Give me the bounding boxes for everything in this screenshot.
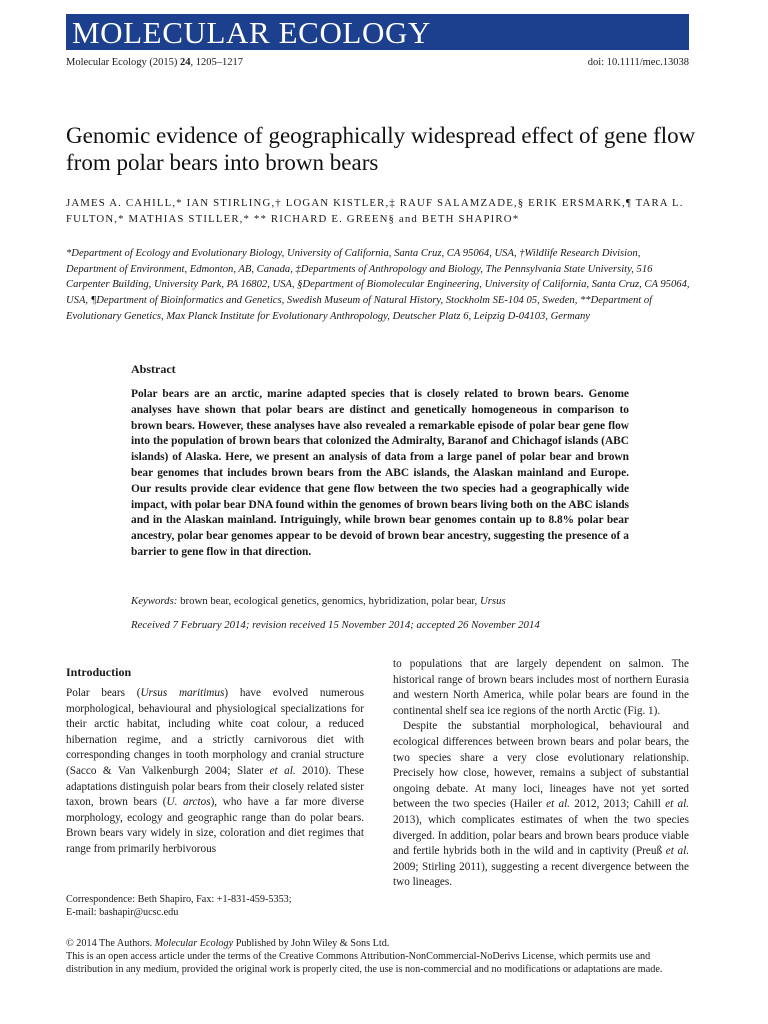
keywords-text: brown bear, ecological genetics, genomics, hybridization, polar bear, [177, 595, 480, 607]
citation-volume: 24 [180, 57, 191, 68]
citation-pages: , 1205–1217 [190, 57, 244, 68]
journal-masthead-title: MOLECULAR ECOLOGY [72, 15, 431, 50]
article-title: Genomic evidence of geographically widespread effect of gene flow from polar bears into brown bears [66, 123, 696, 175]
keywords-last: Ursus [479, 595, 506, 607]
intro-paragraph-2: Despite the substantial morphological, behavioural and ecological differences between brown bears and polar bears, the two species share a very close evolutionary relationship. Precisely how close, however, remains a subject of substantial ongoing debate. At many loci, lineages have not yet sorted between the two species (Hailer et al. 2012, 2013; Cahill et al. 2013), which complicates estimates of when the two species diverged. In addition, polar bears and brown bears produce viable and fertile hybrids both in the wild and in captivity (Preuß et al. 2009; Stirling 2011), suggesting a recent divergence between the two lineages. [393, 720, 689, 889]
intro-paragraph-continued: to populations that are largely dependent on salmon. The historical range of brown bears includes most of northern Eurasia and western North America, while polar bears are found in the continental shelf sea ice regions of the north Arctic (Fig. 1). [393, 658, 689, 717]
intro-left-column [66, 686, 364, 858]
correspondence-line: Correspondence: Beth Shapiro, Fax: +1-831-459-5353; [66, 894, 292, 905]
citation-prefix: Molecular Ecology (2015) [66, 57, 181, 68]
correspondence-note [66, 893, 364, 919]
affiliations: *Department of Ecology and Evolutionary Biology, University of California, Santa Cruz, CA 95064, USA, †Wildlife Research Division, Department of Environment, Edmonton, AB, Canada, ‡Departments of Anthropology and Biology, The Pennsylvania State University, 516 Carpenter Building, University Park, PA 16802, USA, §Department of Biomolecular Engineering, University of California, Santa Cruz, CA 95064, USA, ¶Department of Bioinformatics and Genetics, Swedish Museum of Natural History, Stockholm SE-104 05, Sweden, **Department of Evolutionary Genetics, Max Planck Institute for Evolutionary Anthropology, Deutscher Platz 6, Leipzig D-04103, Germany [66, 248, 690, 322]
copyright-line: © 2014 The Authors. Molecular Ecology Published by John Wiley & Sons Ltd. [66, 938, 390, 949]
keywords-label: Keywords: [131, 595, 178, 607]
received-dates: Received 7 February 2014; revision received 15 November 2014; accepted 26 November 2014 [131, 619, 540, 631]
introduction-heading: Introduction [66, 665, 132, 679]
journal-citation [66, 56, 243, 69]
license-footer [66, 938, 689, 976]
intro-right-column [393, 657, 689, 891]
abstract-body: Polar bears are an arctic, marine adapted species that is closely related to brown bears. Genome analyses have shown that polar bears are distinct and genetically homogeneous in comparison to brown bears. However, these analyses have also revealed a remarkable episode of polar bear gene flow into the population of brown bears that colonized the Admiralty, Baranof and Chichagof islands (ABC islands) of Alaska. Here, we present an analysis of data from a large panel of polar bear and brown bear genomes that includes brown bears from the ABC islands, the Alaskan mainland and Europe. Our results provide clear evidence that gene flow between the two species had a geographically wide impact, with polar bear DNA found within the genomes of brown bears living both on the ABC islands and in the Alaskan mainland. Intriguingly, while brown bear genomes contain up to 8.8% polar bear ancestry, polar bear genomes appear to be devoid of brown bear ancestry, suggesting the presence of a barrier to gene flow in that direction. [131, 388, 629, 558]
license-text: This is an open access article under the terms of the Creative Commons Attribution-NonCommercial-NoDerivs License, which permits use and distribution in any medium, provided the original work is properly cited, the use is non-commercial and no modifications or adaptations are made. [66, 950, 663, 975]
author-list: JAMES A. CAHILL,* IAN STIRLING,† LOGAN KISTLER,‡ RAUF SALAMZADE,§ ERIK ERSMARK,¶ TARA L. FULTON,* MATHIAS STILLER,* ** RICHARD E. GREEN§ and BETH SHAPIRO* [66, 197, 684, 225]
intro-paragraph: Polar bears (Ursus maritimus) have evolved numerous morphological, behavioural and physiological specializations for their arctic habitat, including white coat colour, a reduced hibernation regime, and a strictly carnivorous diet with corresponding changes in tooth morphology and cranial structure (Sacco & Van Valkenburgh 2004; Slater et al. 2010). These adaptations distinguish polar bears from their closely related sister taxon, brown bears (U. arctos), who have a far more diverse morphology, ecology and geographic range than do polar bears. Brown bears vary widely in size, coloration and diet regimes that range from primarily herbivorous [66, 687, 364, 855]
abstract-heading: Abstract [131, 362, 176, 376]
doi-link[interactable]: doi: 10.1111/mec.13038 [587, 57, 689, 68]
keywords [131, 594, 629, 608]
journal-masthead [66, 14, 689, 50]
correspondence-email[interactable]: E-mail: bashapir@ucsc.edu [66, 907, 179, 918]
